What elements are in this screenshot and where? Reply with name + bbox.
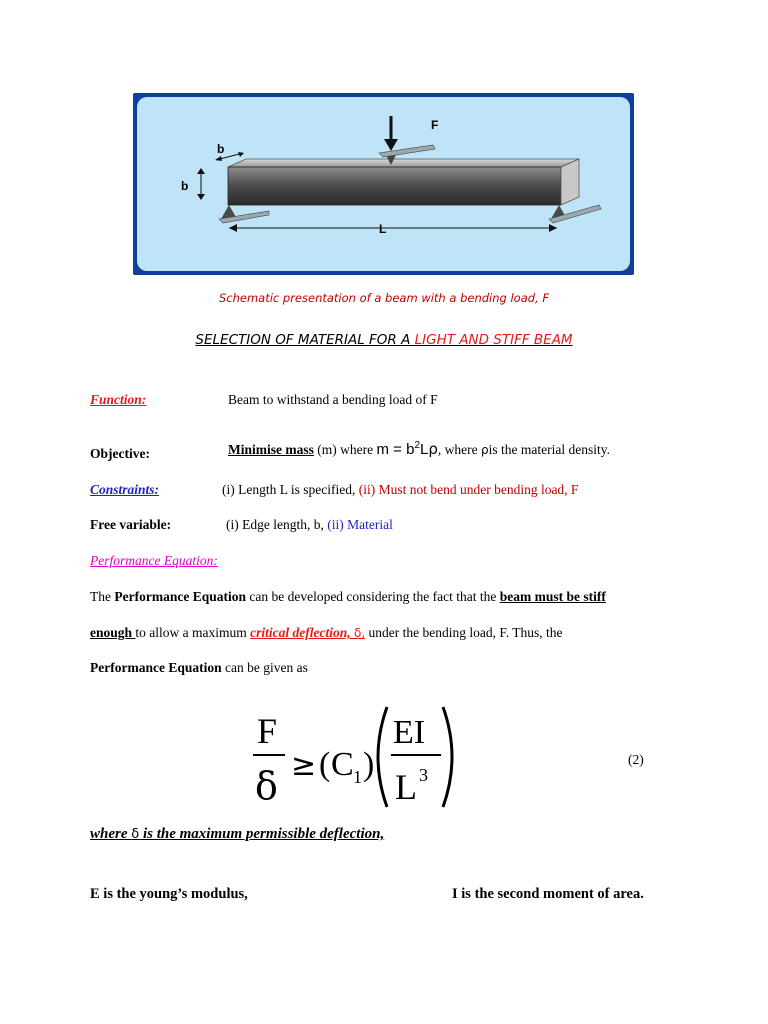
paragraph-line-1: The Performance Equation can be developed considering the fact that the beam must be stiff xyxy=(90,589,606,604)
force-arrow-head xyxy=(384,139,398,151)
performance-heading: Performance Equation: xyxy=(90,553,218,568)
svg-text:(: ( xyxy=(319,746,331,783)
constraints-label: Constraints: xyxy=(90,482,160,497)
eq-big-paren-left xyxy=(378,707,387,807)
free-variable-text: (i) Edge length, b, (ii) Material xyxy=(226,517,393,532)
free-variable-label: Free variable: xyxy=(90,517,172,532)
length-label: L xyxy=(379,222,387,236)
eq-constant-sub: 1 xyxy=(353,767,362,787)
eq-inner-denominator: L xyxy=(395,767,417,807)
eq-denominator: δ xyxy=(255,764,278,808)
function-label: Function: xyxy=(90,392,147,407)
function-text: Beam to withstand a bending load of F xyxy=(228,392,438,407)
force-label: F xyxy=(431,118,439,132)
eq-numerator: F xyxy=(257,711,278,751)
paragraph-line-3: Performance Equation can be given as xyxy=(90,660,308,675)
load-plate xyxy=(379,145,435,157)
title-prefix: SELECTION OF MATERIAL FOR A xyxy=(195,332,415,348)
where-line: where δ is the maximum permissible deflection, xyxy=(90,826,385,842)
beam-end-face xyxy=(561,159,579,205)
second-moment-line: I is the second moment of area. xyxy=(452,886,644,902)
eq-inner-exponent: 3 xyxy=(419,765,428,785)
figure-caption: Schematic presentation of a beam with a bending load, F xyxy=(218,291,549,305)
svg-text:): ) xyxy=(363,746,375,783)
eq-constant: C xyxy=(331,746,354,783)
beam-front-face xyxy=(228,167,561,205)
youngs-modulus-line: E is the young’s modulus, xyxy=(90,886,248,902)
beam-figure xyxy=(133,93,634,275)
equation-number: (2) xyxy=(628,752,644,767)
beam-diagram xyxy=(133,93,634,275)
paragraph-line-2: enough to allow a maximum critical deflection, δ, under the bending load, F. Thus, the xyxy=(90,625,563,640)
eq-relation: ≥ xyxy=(291,748,317,783)
breadth-label: b xyxy=(217,142,225,156)
eq-big-paren-right xyxy=(443,707,452,807)
objective-label: Objective: xyxy=(90,446,150,461)
performance-equation xyxy=(245,703,455,811)
section-title xyxy=(0,332,768,348)
height-label: b xyxy=(181,179,189,193)
beam-top-face xyxy=(228,159,579,167)
title-highlight: LIGHT AND STIFF BEAM xyxy=(414,332,573,348)
constraints-text: (i) Length L is specified, (ii) Must not bend under bending load, F xyxy=(222,482,579,497)
objective-text: Minimise mass (m) where $m = b^2L\rho$, where ρis the material density. xyxy=(228,440,610,458)
eq-inner-numerator: EI xyxy=(393,714,426,751)
